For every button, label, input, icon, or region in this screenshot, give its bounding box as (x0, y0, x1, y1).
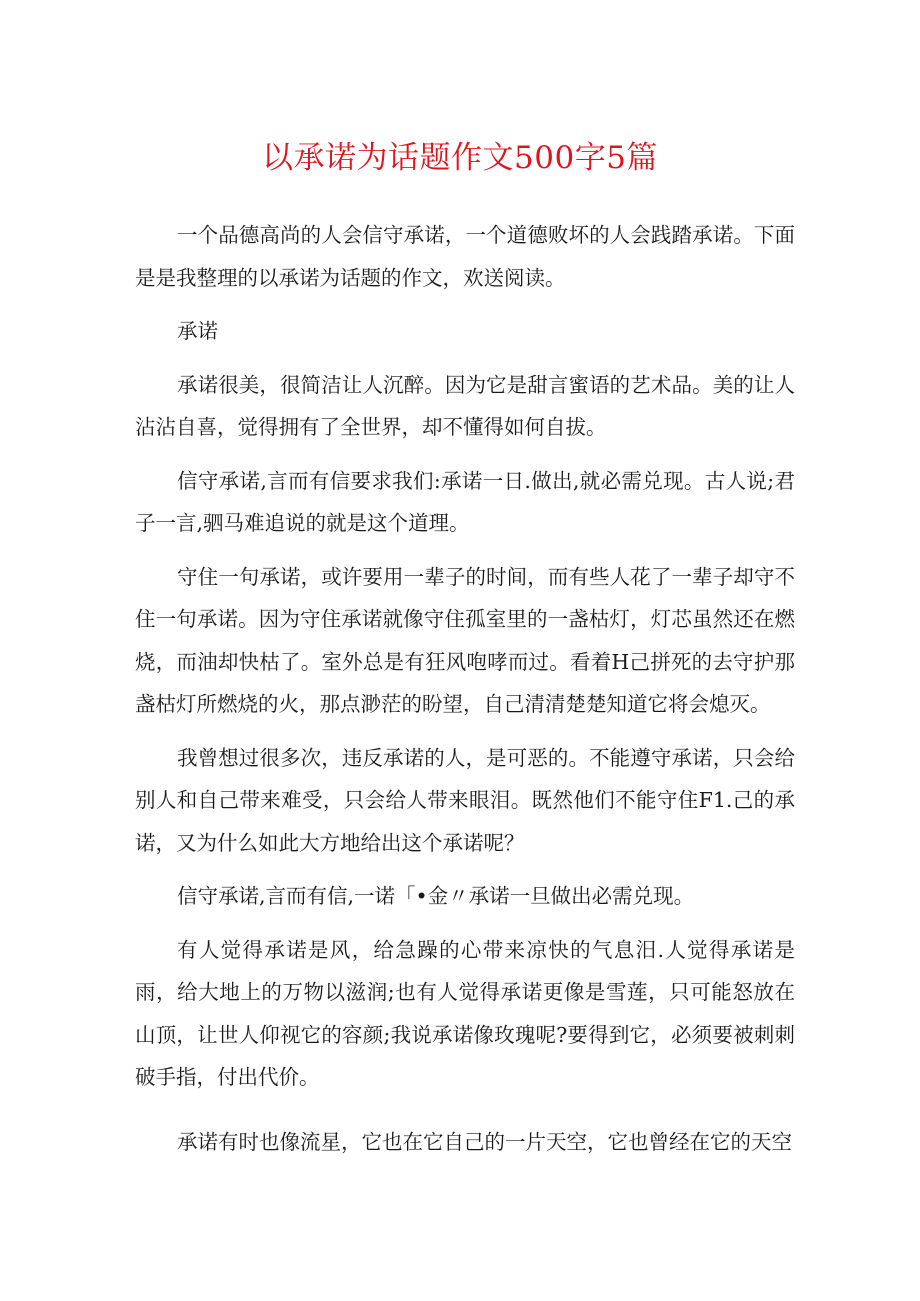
section-heading: 承诺 (177, 319, 218, 343)
paragraph: 承诺有时也像流星，它也在它自己的一片天空，它也曾经在它的天空 (177, 1129, 792, 1154)
paragraph: 我曾想过很多次，违反承诺的人，是可恶的。不能遵守承诺，只会给别人和自己带来难受，只会给人带来眼泪。既然他们不能守住F1.己的承诺，又为什么如此大方地给出这个承诺呢？ (135, 745, 795, 855)
paragraph: 有人觉得承诺是风，给急躁的心带来凉快的气息汨.人觉得承诺是雨，给大地上的万物以滋润;也有人觉得承诺更像是雪莲，只可能怒放在山顶，让世人仰视它的容颜;我说承诺像玫瑰呢?要得到它，必须要被刺刺破手指，付出代价。 (135, 937, 795, 1089)
document-body (135, 214, 795, 1163)
document-title: 以承诺为话题作文500字5篇 (262, 140, 658, 176)
paragraph: 信守承诺,言而有信,一诺「•金〃承诺一旦做出必需兑现。 (177, 884, 695, 908)
paragraph: 承诺很美，很简洁让人沉醉。因为它是甜言蜜语的艺术品。美的让人沾沾自喜，觉得拥有了全世界，却不懂得如何自拔。 (135, 372, 795, 439)
paragraph: 守住一句承诺，或许要用一辈子的时间，而有些人花了一辈子却守不住一句承诺。因为守住承诺就像守住孤室里的一盏枯灯，灯芯虽然还在燃烧，而油却快枯了。室外总是有狂风咆哮而过。看着H己拼死的去守护那盏枯灯所燃烧的火，那点渺茫的盼望，自己清清楚楚知道它将会熄灭。 (135, 564, 795, 716)
paragraph-intro: 一个品德高尚的人会信守承诺，一个道德败坏的人会践踏承诺。下面是是我整理的以承诺为话题的作文，欢送阅读。 (135, 223, 795, 290)
paragraph: 信守承诺,言而有信要求我们:承诺一日.做出,就必需兑现。古人说;君子一言,驷马难追说的就是这个道理。 (135, 468, 795, 535)
